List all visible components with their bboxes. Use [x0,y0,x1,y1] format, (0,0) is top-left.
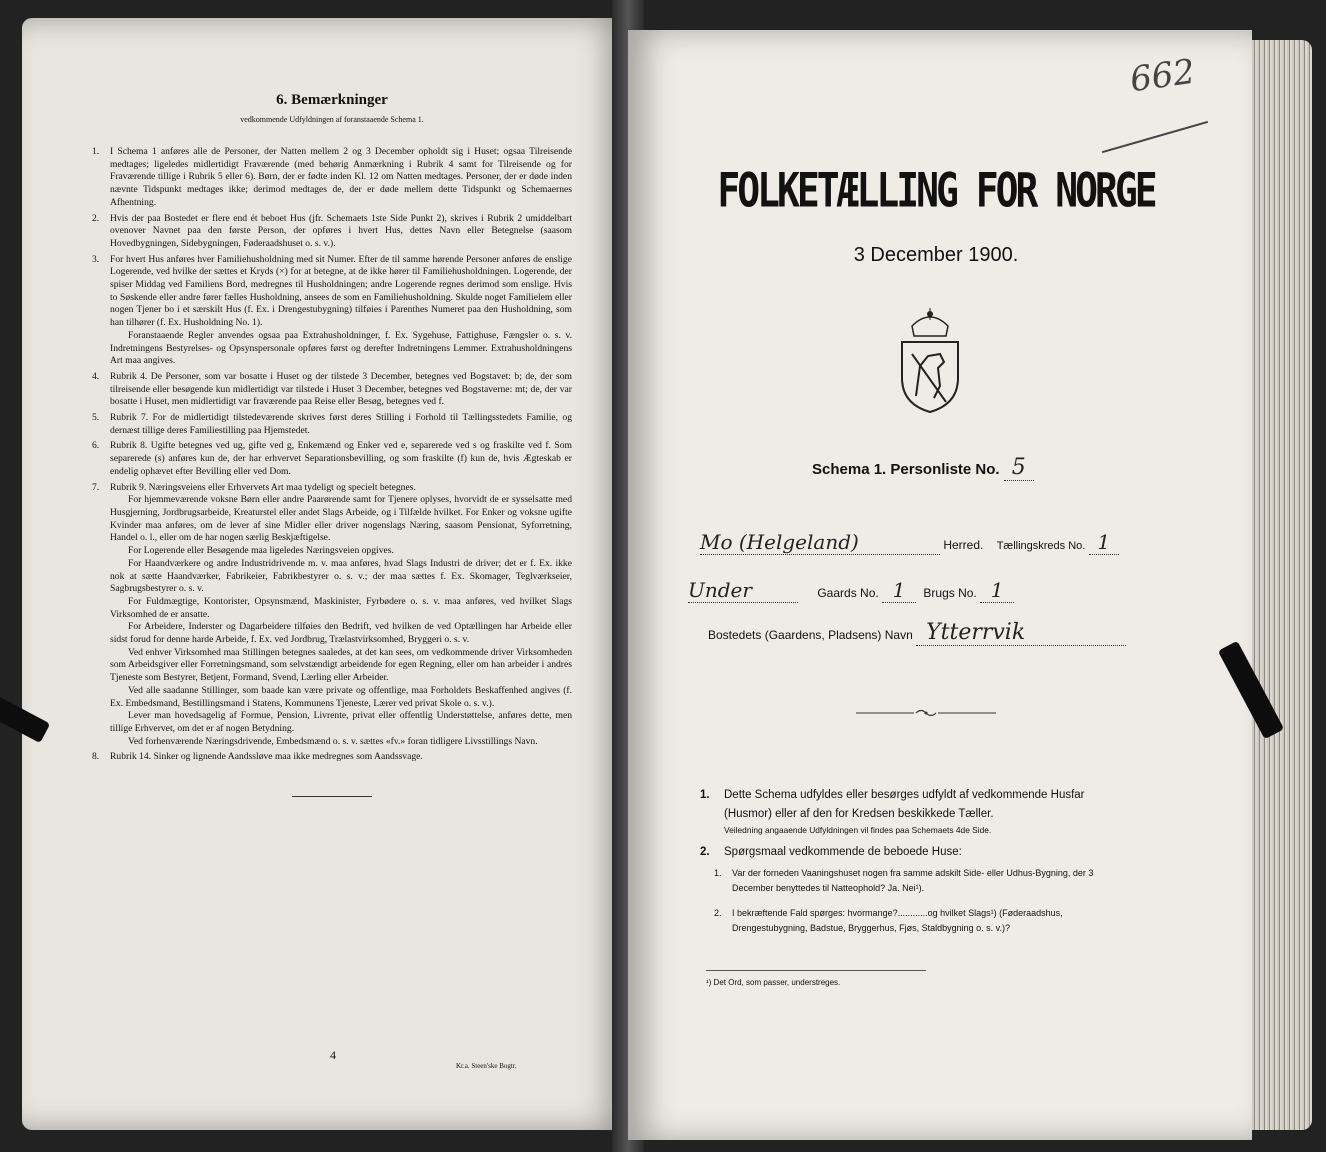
question-text: I bekræftende Fald spørges: hvormange?............og hvilket Slags¹) (Føderaadshus, Drengestubygning, Badstue, Bryggerhus, Fjøs, Staldbygning o. s. v.)? [732,908,1063,933]
remark-text: For hvert Hus anføres hver Familiehusholdning med sit Numer. Efter de til samme hørende Personer anføres de enslige Logerende, ved hvilke der sættes et Kryds (×) for at betegne, at de ikke hører til Familiehusholdningen. Logerende, der spiser Middag ved Familiens Bord, medregnes til Husholdningen; andre Logerende regnes derimod som enslige. Hvis to Søskende eller andre fører fælles Husholdning, ansees de som en Familiehusholdning. Skulde noget Familielem eller nogen Tjener bo i et særskilt Hus (f. Ex. i Drengestubygning) tilføies i Parenthes Numeret paa den Husholdning, som han tilhører (f. Ex. Husholdning No. 1). [110,253,572,329]
kreds-value: 1 [1089,530,1119,555]
instruction-item [700,843,1100,862]
remark-text: Foranstaaende Regler anvendes ogsaa paa Extrahusholdninger, f. Ex. Sygehuse, Fattighuse, Fængsler o. s. v. Indretningens Bestyrelses- og Opsynspersonale opføres først og derefter Indretningens Lemmer. Extrahusholdningens Art maa angives. [110,329,572,367]
coat-of-arms-icon [890,306,970,416]
gaards-row [688,578,1014,603]
herred-row [700,530,1119,555]
remark-text: For Haandværkere og andre Industridrivende m. v. maa anføres, hvad Slags Industri de driver; det er f. Ex. ikke nok at sætte Haandværker, Fabrikeier, Fabrikbestyrer o. s. v.; der maa sættes f. Ex. Skomager, Teglværkseier, Sagbrugsbestyrer o. s. v. [110,557,572,595]
section-title: 6. Bemærkninger [276,92,388,108]
printer-imprint: Kr.a. Steen'ske Bogtr. [456,1062,517,1070]
remark-text: I Schema 1 anføres alle de Personer, der Natten mellem 2 og 3 December opholdt sig i Huset; ogsaa Tilreisende medtages; ligeledes midlertidigt Fraværende (med behørig Anmærkning i Rubrik 4 samt for Tilreisende og for Fraværende tillige i Rubrik 5 eller 6). Børn, der er fødte inden Kl. 12 om Natten medtages. Personer, der er døde inden nævnte Tidspunkt medtages ikke; derimod medtages de, der er døde mellem dette Tidspunkt og Schemaernes Afhentning. [110,146,572,208]
remark-number: 4. [92,370,100,382]
remark-item [92,213,572,251]
remark-item [92,440,572,478]
remark-text: For Fuldmægtige, Kontorister, Opsynsmænd, Maskinister, Fyrbødere o. s. v. maa anføres, ved hvilket Slags Virksomhed de er ansatte. [110,595,572,620]
remark-item [92,751,572,764]
remark-number: 8. [92,751,100,763]
remark-text: Rubrik 8. Ugifte betegnes ved ug, gifte ved g, Enkemænd og Enker ved e, separerede ved s og fraskilte ved f. Som separerede (s) anføres kun de, der har erhvervet Separationsbevilling, og som fraskilte (f) kun de, hvis Ægteskab er endelig ophævet efter Bevilling eller ved Dom. [110,440,572,477]
remark-text: For Logerende eller Besøgende maa ligeledes Næringsveien opgives. [128,545,394,557]
remark-number: 5. [92,412,100,424]
under-value: Under [688,578,798,603]
remark-text: Rubrik 14. Sinker og lignende Aandssløve maa ikke medregnes som Aandssvage. [110,751,423,763]
gaards-label: Gaards No. [817,586,879,600]
instructions [700,786,1100,946]
remark-text: Hvis der paa Bostedet er flere end ét beboet Hus (jfr. Schemaets 1ste Side Punkt 2), skrives i Rubrik 2 umiddelbart ovenover Navnet paa den første Person, der opføres i hvert Hus, dettes Navn eller Betegnelse (saasom Hovedbygningen, Sidebygningen, Føderaadshuset o. s. v.). [110,212,572,249]
remark-text: Ved alle saadanne Stillinger, som baade kan være private og offentlige, maa Forholdets Beskaffenhed angives (f. Ex. Embedsmand, Bestillingsmand i Statens, Kommunens Tjeneste, Lærer ved privat Skole o. s. v.). [110,684,572,709]
bosted-row [708,620,1126,646]
instruction-text: Dette Schema udfyldes eller besørges udfyldt af vedkommende Husfar (Husmor) eller af den for Kredsen beskikkede Tæller. [724,789,1085,820]
handwritten-page-number: 662 [1127,51,1198,101]
remark-text: Rubrik 9. Næringsveiens eller Erhvervets Art maa tydeligt og specielt betegnes. [110,481,416,493]
schema-label: Schema 1. Personliste No. [812,461,1000,478]
herred-value: Mo (Helgeland) [700,530,940,555]
remark-text: Lever man hovedsagelig af Formue, Pension, Livrente, privat eller offentlig Understøttelse, anføres dette, men tillige Erhvervet, om det er af nogen Betydning. [110,710,572,734]
remark-item [92,371,572,409]
house-question [700,906,1100,936]
instruction-text: Spørgsmaal vedkommende de beboede Huse: [724,846,962,858]
footnote: ¹) Det Ord, som passer, understreges. [706,978,841,987]
divider [292,796,372,797]
remark-item [92,146,572,210]
remark-item [92,482,572,749]
census-date: 3 December 1900. [853,244,1019,266]
remark-number: 2. [92,212,100,224]
instruction-number: 2. [700,846,710,858]
instruction-number: 1. [700,789,710,801]
bosted-label: Bostedets (Gaardens, Pladsens) Navn [708,628,913,642]
remark-item [92,412,572,437]
gaards-value: 1 [882,578,916,603]
brugs-value: 1 [980,578,1014,603]
question-text: Var der forneden Vaaningshuset nogen fra samme adskilt Side- eller Udhus-Bygning, der 3 December benyttedes til Natteophold? Ja. Nei¹). [732,868,1094,893]
brugs-label: Brugs No. [923,586,977,600]
remark-text: Rubrik 7. For de midlertidigt tilstedeværende skrives først deres Stilling i Forhold til Tællingsstedets Familie, og dernæst tillige deres Familiestilling paa Hjemstedet. [110,412,572,436]
question-number: 2. [714,908,722,918]
instruction-note: Veiledning angaaende Udfyldningen vil findes paa Schemaets 4de Side. [724,825,992,835]
footnote-rule [706,970,926,971]
kreds-label: Tællingskreds No. [996,540,1086,552]
instruction-item [700,786,1100,824]
remark-number: 7. [92,481,100,493]
remarks-section [92,92,572,797]
ornament-divider [856,706,996,720]
herred-label: Herred. [943,538,984,552]
remark-text: Rubrik 4. De Personer, som var bosatte i Huset og der tilstede 3 December, betegnes ved Bogstavet: b; de, der som tilreisende eller besøgende kun midlertidigt var tilstede i Huset 3 December, betegnes ved Bogstaverne: mt; de, der var bosatte i Huset, men midlertidigt var fraværende paa Reise eller Besøg, betegnes ved f. [110,370,572,408]
remark-text: For Arbeidere, Inderster og Dagarbeidere tilføies den Bedrift, ved hvilken de ved Optællingen har Arbeide eller sidst forud for denne harde Arbeide, f. Ex. ved Jordbrug, Trælastvirksomhed, Bryggeri o. s. v. [110,621,572,646]
remark-text: For hjemmeværende voksne Børn eller andre Paarørende samt for Tjenere oplyses, hvorvidt de er sysselsatte med Husgjerning, Jordbrugsarbeide, Kreaturstel eller andet Slags Arbeide, og i Tilfælde hvilket. For Enker og voksne ugifte Kvinder maa anføres, om de lever af sine Midler eller driver nogenslags Næring, saasom Pensionat, Syforretning, Handel o. l., eller om de har nogen særlig Beskjæftigelse. [110,494,572,544]
section-subtitle: vedkommende Udfyldningen af foranstaaende Schema 1. [240,115,424,124]
remark-number: 6. [92,440,100,452]
personliste-no-value: 5 [1004,455,1034,481]
page-number: 4 [330,1048,336,1062]
house-question [700,866,1100,896]
remark-number: 1. [92,146,100,157]
remark-item [92,254,572,368]
remark-text: Ved forhenværende Næringsdrivende, Embedsmænd o. s. v. sættes «fv.» foran tidligere Livsstillings Navn. [128,735,538,747]
remark-text: Ved enhver Virksomhed maa Stillingen betegnes saaledes, at det kan sees, om vedkommende driver Virksomheden som Arbeidsgiver eller Forretningsmand, som selvstændigt arbeidende for egen Regning, eller om han arbeider i andres Tjeneste som Bestyrer, Betjent, Formand, Svend, Lærling eller Arbeider. [110,646,572,684]
page-edges [1252,40,1312,1130]
schema-line [812,455,1034,481]
remarks-list [92,146,572,764]
page-title: FOLKETÆLLING FOR NORGE [717,162,1155,218]
remark-number: 3. [92,253,100,265]
question-number: 1. [714,868,722,878]
bosted-value: Ytterrvik [916,620,1126,646]
